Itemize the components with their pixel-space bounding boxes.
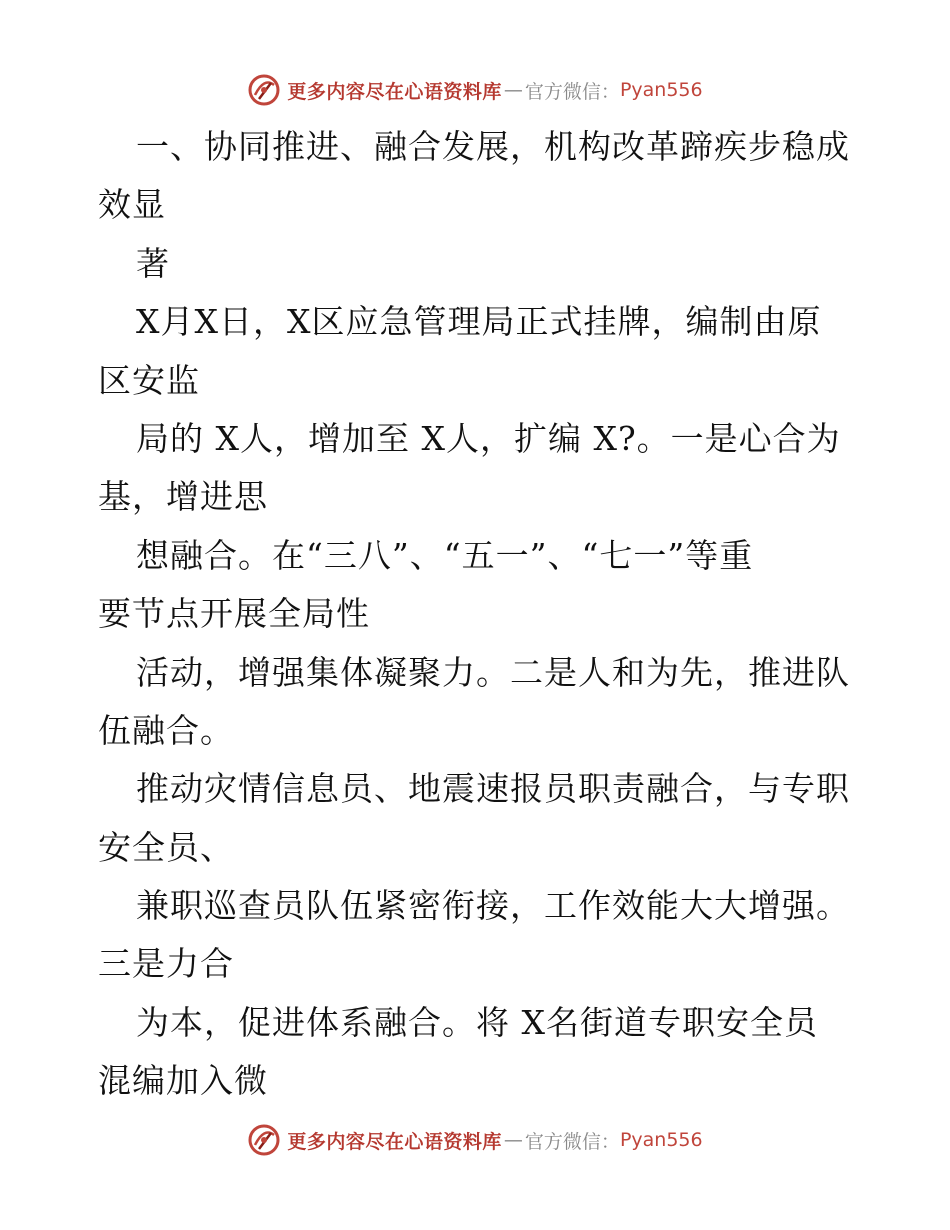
text-line: 活动，增强集体凝聚力。二是人和为先，推进队 (136, 652, 850, 692)
banner-wechat-id: Pyan556 (619, 79, 703, 101)
text-line: 三是力合 (98, 944, 234, 984)
banner-sub-text: 官方微信： (524, 80, 620, 103)
text-line: 推动灾情信息员、地震速报员职责融合，与专职 (136, 769, 850, 809)
logo-icon (247, 73, 281, 107)
logo-icon (247, 1123, 281, 1157)
banner-sub-text: 官方微信： (524, 1130, 620, 1153)
text-line: 局的 X人，增加至 X人，扩编 X?。一是心合为 (136, 418, 841, 458)
text-line: 安全员、 (98, 827, 234, 867)
text-line: 著 (136, 243, 170, 283)
footer-banner (0, 1120, 950, 1160)
text-line: 混编加入微 (98, 1061, 268, 1101)
document-body (98, 118, 858, 1111)
text-line: 基，增进思 (98, 477, 268, 517)
text-line: 伍融合。 (98, 710, 234, 750)
banner-main-text: 更多内容尽在心语资料库 (287, 80, 502, 103)
text-line: 想融合。在“三八”、“五一”、“七一”等重 (136, 535, 754, 575)
banner-dash: — (503, 1129, 523, 1151)
banner-main-text: 更多内容尽在心语资料库 (287, 1130, 502, 1153)
banner-dash: — (503, 79, 523, 101)
text-line: 效显 (98, 185, 166, 225)
banner-wechat-id: Pyan556 (619, 1129, 703, 1151)
text-line: 要节点开展全局性 (98, 594, 370, 634)
text-line: 一、协同推进、融合发展，机构改革蹄疾步稳成 (136, 127, 850, 166)
header-banner (0, 70, 950, 110)
text-line: 兼职巡查员队伍紧密衔接，工作效能大大增强。 (136, 886, 850, 926)
text-line: 区安监 (98, 360, 200, 400)
text-line: X月X日，X区应急管理局正式挂牌，编制由原 (136, 302, 822, 342)
text-line: 为本，促进体系融合。将 X名街道专职安全员 (136, 1002, 818, 1042)
